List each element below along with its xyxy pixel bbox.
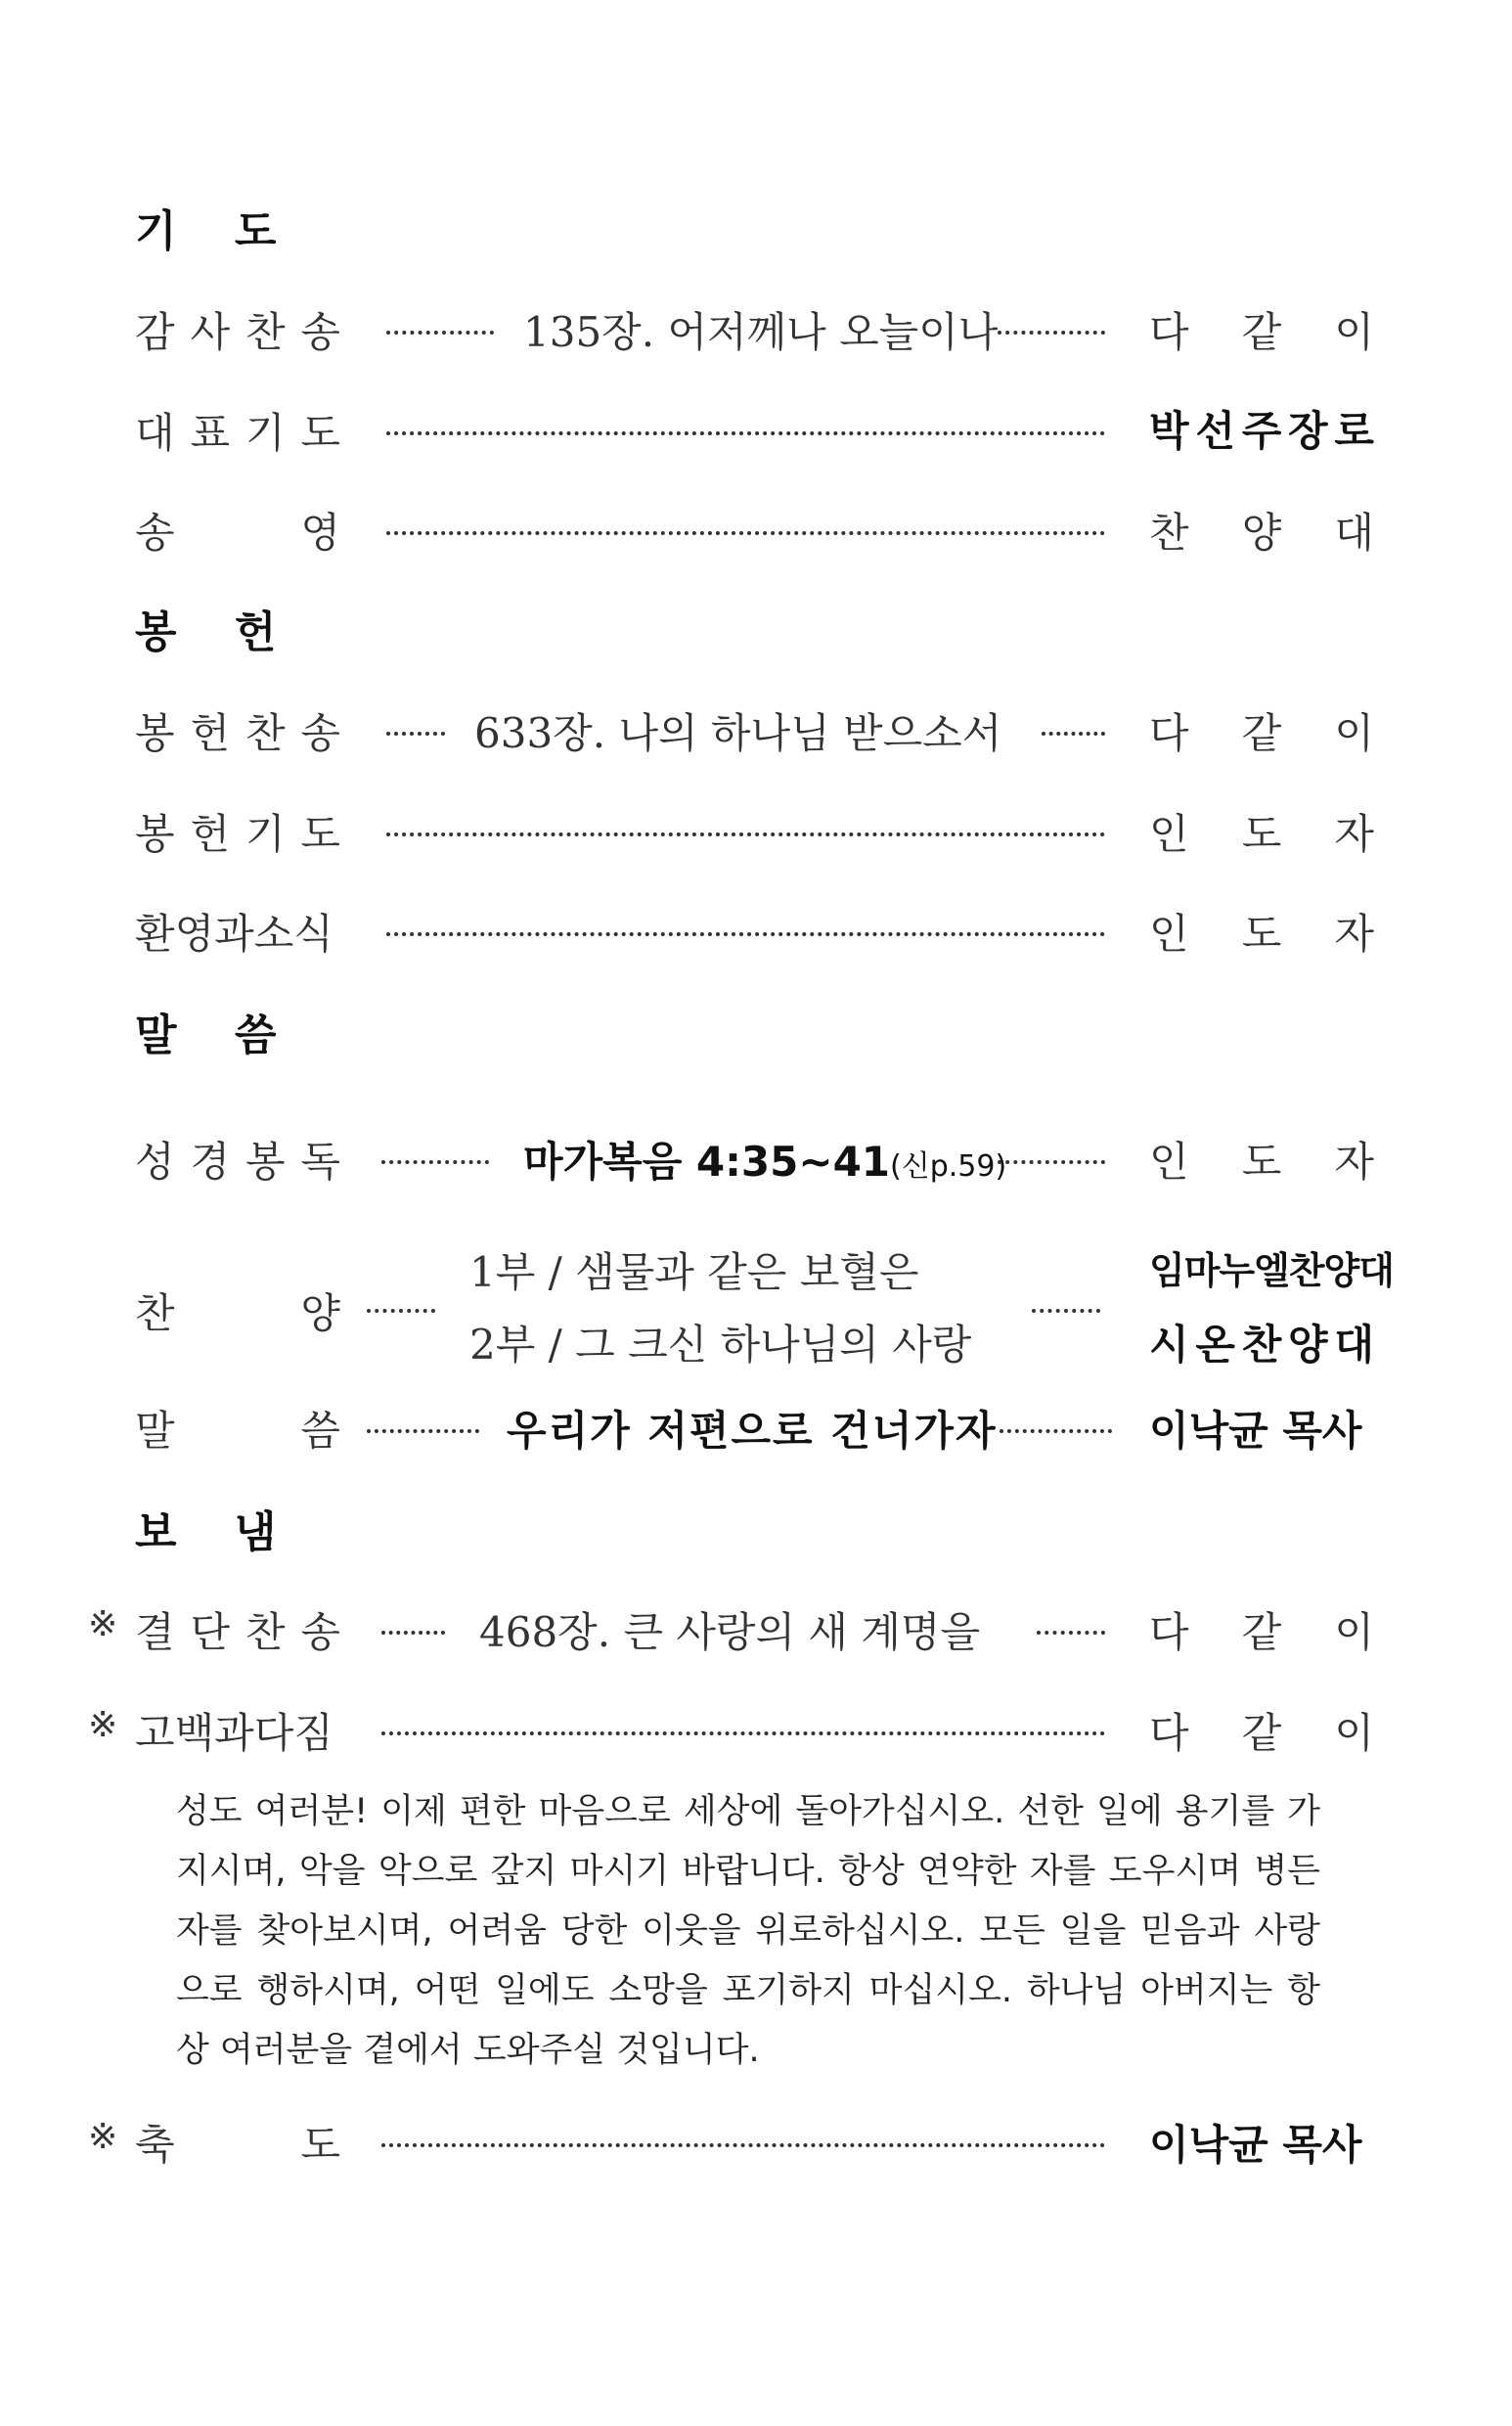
label-char: 성: [135, 1138, 175, 1186]
label-char: 도: [1241, 1138, 1282, 1186]
label-char: 이: [1334, 1608, 1374, 1656]
label-char: 대: [135, 409, 175, 457]
dot-leader: [1037, 1631, 1105, 1635]
label-char: 찬: [1149, 509, 1189, 557]
reading-label: [135, 1130, 340, 1189]
label-char: 로: [1334, 407, 1374, 455]
label-char: 같: [1241, 1608, 1282, 1656]
doxology-label: [135, 501, 340, 560]
label-char: 자: [1334, 1138, 1374, 1186]
thanks-hymn-title: 135장. 어저께나 오늘이나: [523, 308, 999, 356]
label-char: 양: [300, 1289, 340, 1337]
label-char: 온: [1195, 1321, 1235, 1369]
label-char: 인: [1149, 1138, 1189, 1186]
standing-mark-icon: ※: [88, 1705, 118, 1745]
label-char: 도: [1241, 910, 1282, 958]
label-char: 같: [1241, 1709, 1282, 1757]
label-char: 자: [1334, 810, 1374, 858]
offering-prayer-leader-name: [1149, 802, 1374, 861]
praise-choir-1: 임마누엘찬양대: [1149, 1249, 1394, 1292]
label-char: 송: [135, 509, 175, 557]
label-char: 기: [245, 810, 286, 858]
label-char: 봉: [245, 1138, 286, 1186]
offering-hymn-label: [135, 701, 340, 760]
dot-leader: [367, 1429, 479, 1433]
dot-leader: [386, 732, 445, 736]
label-char: 찬: [245, 308, 286, 356]
offering-hymn-title: 633장. 나의 하나님 받으소서: [474, 709, 1002, 757]
label-char: 단: [190, 1608, 231, 1656]
reading-page-ref: (신p.59): [890, 1149, 1007, 1184]
label-char: 시: [1149, 1321, 1189, 1369]
label-char: 송: [300, 308, 340, 356]
offering-hymn-leader-name: [1149, 701, 1374, 760]
reading-leader-name: [1149, 1130, 1374, 1189]
label-char: 씀: [300, 1407, 340, 1455]
label-char: 송: [300, 1608, 340, 1656]
dot-leader: [998, 331, 1105, 335]
label-char: 다: [1149, 1608, 1189, 1656]
label-char: 말: [135, 1407, 175, 1455]
thanks-hymn-label: [135, 300, 340, 359]
offering-prayer-label: [135, 802, 340, 861]
dot-leader: [381, 1160, 489, 1164]
praise-line-1: 1부 / 샘물과 같은 보혈은: [469, 1248, 919, 1296]
label-char: 주: [1241, 407, 1282, 455]
section-heading-prayer: 기 도: [135, 206, 298, 256]
dot-leader: [381, 1631, 445, 1635]
label-char: 표: [190, 409, 231, 457]
praise-line-2: 2부 / 그 크신 하나님의 사랑: [469, 1321, 972, 1369]
label-char: 축: [135, 2121, 175, 2169]
closing-hymn-label: [135, 1600, 340, 1659]
label-char: 도: [300, 409, 340, 457]
dot-leader: [1000, 1429, 1112, 1433]
sending-paragraph: 성도 여러분! 이제 편한 마음으로 세상에 돌아가십시오. 선한 일에 용기를 가지시며, 악을 악으로 갚지 마시기 바랍니다. 항상 연약한 자를 도우시며 병든 자를 찾아보시며, 어려움 당한 이웃을 위로하십시오. 모든 일을 믿음과 사랑으로 행하시며, 어떤 일에도 소망을 포기하지 마십시오. 하나님 아버지는 항상 여러분을 곁에서 도와주실 것입니다.: [176, 1792, 1320, 2070]
label-char: 기: [245, 409, 286, 457]
label-char: 선: [1195, 407, 1235, 455]
label-char: 다: [1149, 709, 1189, 757]
sermon-label: [135, 1399, 340, 1458]
label-char: 이: [1334, 709, 1374, 757]
closing-hymn-leader-name: [1149, 1600, 1374, 1659]
dot-leader: [386, 431, 1105, 435]
benediction-pastor: 이낙균 목사: [1149, 2121, 1362, 2169]
reading-passage: 마가복음 4:35~41(신p.59): [523, 1138, 1007, 1186]
label-char: 헌: [190, 709, 231, 757]
confession-leader-name: [1149, 1701, 1374, 1760]
label-char: 같: [1241, 308, 1282, 356]
dot-leader: [386, 832, 1105, 836]
label-char: 다: [1149, 308, 1189, 356]
sermon-title: 우리가 저편으로 건너가자: [507, 1407, 998, 1455]
news-label: 환영과소식: [135, 910, 334, 958]
label-char: 인: [1149, 910, 1189, 958]
dot-leader: [998, 1160, 1105, 1164]
section-heading-sending: 보 냄: [135, 1507, 298, 1557]
label-char: 찬: [135, 1289, 175, 1337]
label-char: 영: [300, 509, 340, 557]
label-char: 자: [1334, 910, 1374, 958]
label-char: 독: [300, 1138, 340, 1186]
rep-prayer-leader-name: [1149, 399, 1374, 458]
section-heading-word: 말 씀: [135, 1011, 298, 1060]
label-char: 인: [1149, 810, 1189, 858]
label-char: 결: [135, 1608, 175, 1656]
label-char: 송: [300, 709, 340, 757]
benediction-label: [135, 2113, 340, 2172]
praise-choir-2: [1149, 1313, 1374, 1371]
label-char: 양: [1288, 1321, 1328, 1369]
label-char: 박: [1149, 407, 1189, 455]
standing-mark-icon: ※: [88, 2117, 118, 2157]
label-char: 찬: [1241, 1321, 1282, 1369]
label-char: 헌: [190, 810, 231, 858]
praise-label: [135, 1281, 340, 1340]
label-char: 다: [1149, 1709, 1189, 1757]
label-char: 대: [1334, 509, 1374, 557]
label-char: 찬: [245, 1608, 286, 1656]
standing-mark-icon: ※: [88, 1604, 118, 1644]
label-char: 사: [190, 308, 231, 356]
thanks-hymn-leader-name: [1149, 300, 1374, 359]
label-char: 도: [300, 2121, 340, 2169]
label-char: 도: [300, 810, 340, 858]
label-char: 이: [1334, 1709, 1374, 1757]
dot-leader: [1032, 1309, 1100, 1313]
label-char: 경: [190, 1138, 231, 1186]
label-char: 양: [1241, 509, 1282, 557]
closing-hymn-title: 468장. 큰 사랑의 새 계명을: [479, 1608, 981, 1656]
doxology-leader-name: [1149, 501, 1374, 560]
news-leader-name: [1149, 902, 1374, 961]
dot-leader: [386, 531, 1105, 535]
label-char: 이: [1334, 308, 1374, 356]
sermon-preacher: 이낙균 목사: [1149, 1407, 1362, 1455]
label-char: 봉: [135, 709, 175, 757]
label-char: 찬: [245, 709, 286, 757]
label-char: 봉: [135, 810, 175, 858]
dot-leader: [1042, 732, 1105, 736]
label-char: 대: [1334, 1321, 1374, 1369]
dot-leader: [386, 331, 494, 335]
dot-leader: [381, 1731, 1105, 1735]
label-char: 같: [1241, 709, 1282, 757]
label-char: 도: [1241, 810, 1282, 858]
dot-leader: [386, 932, 1105, 936]
label-char: 장: [1288, 407, 1328, 455]
dot-leader: [367, 1309, 435, 1313]
label-char: 감: [135, 308, 175, 356]
rep-prayer-label: [135, 401, 340, 460]
confession-label: 고백과다짐: [135, 1709, 334, 1757]
dot-leader: [381, 2143, 1105, 2147]
section-heading-offering: 봉 헌: [135, 607, 298, 657]
